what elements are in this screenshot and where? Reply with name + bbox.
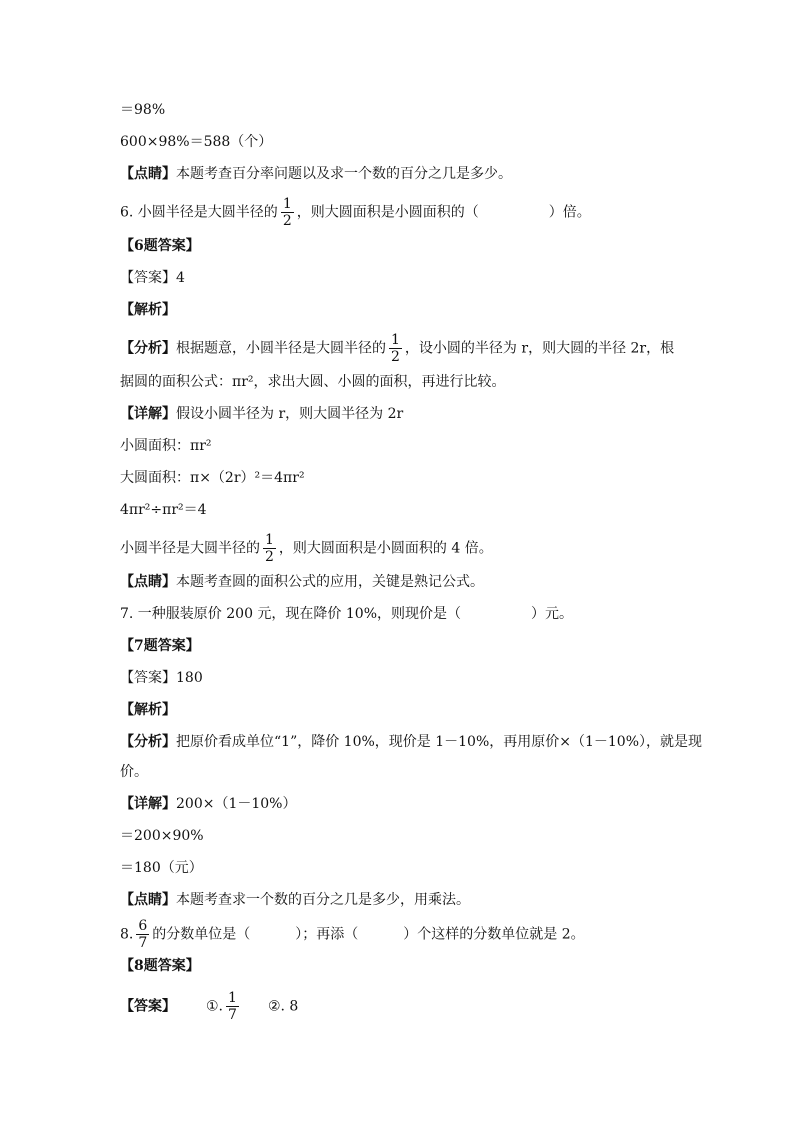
step-line: 小圆面积：πr² (120, 438, 212, 454)
conclusion-6: 小圆半径是大圆半径的 $\frac{1}{2}$ ，则大圆面积是小圆面积的 4 倍。 (120, 532, 493, 565)
answer-7: 【答案】180 (120, 670, 203, 686)
text-line: ＝98% (120, 102, 166, 118)
analysis-6-cont: 据圆的面积公式：πr²，求出大圆、小圆的面积，再进行比较。 (120, 374, 506, 390)
answer-title-8: 【8题答案】 (120, 958, 200, 974)
tip-line: 【点睛】本题考查百分率问题以及求一个数的百分之几是多少。 (120, 166, 512, 182)
analysis-6: 【分析】根据题意，小圆半径是大圆半径的 $\frac{1}{2}$ ，设小圆的半径为 r，则大圆的半径 2r，根 (120, 332, 675, 365)
detail-6: 【详解】假设小圆半径为 r，则大圆半径为 2r (120, 406, 404, 422)
question-8: 8. $\frac{6}{7}$ 的分数单位是（ ）；再添（ ）个这样的分数单位就是 2。 (120, 918, 585, 951)
fraction-one-seventh: $\frac{1}{7}$ (228, 990, 237, 1023)
tip-6: 【点睛】本题考查圆的面积公式的应用，关键是熟记公式。 (120, 574, 484, 590)
answer-8: 【答案】 ①. $\frac{1}{7}$ ②. 8 (120, 990, 299, 1023)
fraction-six-sevenths: $\frac{6}{7}$ (138, 918, 148, 951)
text-line: 600×98%＝588（个） (120, 134, 273, 150)
step-line: 大圆面积：π×（2r）²＝4πr² (120, 470, 305, 486)
answer-title-6: 【6题答案】 (120, 238, 200, 254)
analysis-7: 【分析】把原价看成单位“1”，降价 10%，现价是 1－10%，再用原价×（1－10%），就是现 (120, 734, 703, 750)
question-6: 6. 小圆半径是大圆半径的 $\frac{1}{2}$ ，则大圆面积是小圆面积的（ ）倍。 (120, 196, 591, 229)
step-line: 4πr²÷πr²＝4 (120, 502, 207, 518)
fraction-one-half: $\frac{1}{2}$ (265, 532, 274, 565)
fraction-one-half: $\frac{1}{2}$ (391, 332, 400, 365)
analysis-heading-7: 【解析】 (120, 702, 176, 718)
question-7: 7. 一种服装原价 200 元，现在降价 10%，则现价是（ ）元。 (120, 606, 573, 622)
detail-7: 【详解】200×（1－10%） (120, 796, 297, 812)
step-line: ＝180（元） (120, 860, 203, 876)
step-line: ＝200×90% (120, 828, 204, 844)
answer-title-7: 【7题答案】 (120, 638, 200, 654)
analysis-7-cont: 价。 (120, 764, 148, 780)
answer-6: 【答案】4 (120, 270, 185, 286)
analysis-heading-6: 【解析】 (120, 302, 176, 318)
tip-7: 【点睛】本题考查求一个数的百分之几是多少，用乘法。 (120, 892, 470, 908)
fraction-one-half: $\frac{1}{2}$ (282, 196, 292, 229)
